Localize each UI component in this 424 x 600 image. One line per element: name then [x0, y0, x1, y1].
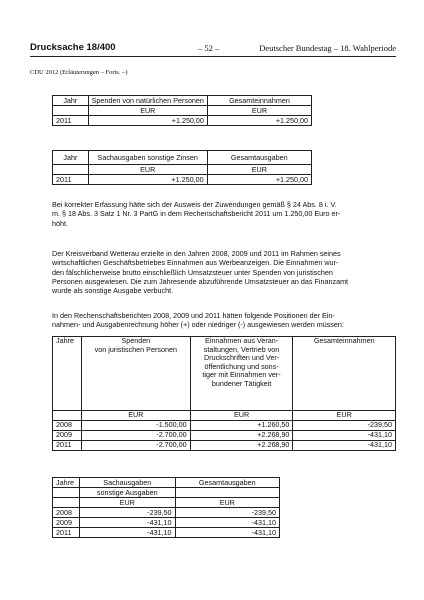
unit-cell: EUR — [190, 411, 293, 421]
cell-value: +1.260,50 — [190, 421, 293, 431]
table-unit-row — [53, 165, 312, 175]
cell-value: -239,50 — [293, 421, 396, 431]
table-row — [53, 528, 280, 538]
cell-value: -2.700,00 — [81, 431, 190, 441]
cell-value: +2.268,90 — [190, 441, 293, 451]
unit-cell — [53, 106, 89, 116]
cell-year: 2011 — [53, 441, 82, 451]
text-line: wurde als sonstige Ausgabe verbucht. — [52, 286, 174, 296]
cell-value: -431,10 — [175, 518, 279, 528]
table-header-row — [53, 151, 312, 165]
header-text: Einnahmen aus Veran- — [204, 336, 279, 345]
table-row — [53, 441, 396, 451]
unit-cell: EUR — [175, 498, 279, 508]
cell-value: -1.500,00 — [81, 421, 190, 431]
cell-year: 2008 — [53, 421, 82, 431]
cell-value: +1.250,00 — [207, 175, 311, 185]
table-header-row — [53, 337, 396, 411]
col-header-gesamtausgaben: Gesamtausgaben — [175, 478, 279, 488]
cell-value: -431,10 — [175, 528, 279, 538]
section-subheader: CDU 2012 (Erläuterungen – Forts. –) — [30, 69, 128, 76]
col-header-gesamtausgaben: Gesamtausgaben — [207, 151, 311, 165]
unit-cell: EUR — [207, 106, 311, 116]
paragraph-kreisverband-wetterau — [52, 249, 396, 295]
table-header-row — [53, 96, 312, 106]
cell-value: +1.250,00 — [88, 175, 207, 185]
cell-value: -431,10 — [293, 431, 396, 441]
table-row — [53, 518, 280, 528]
unit-cell — [53, 498, 80, 508]
unit-cell: EUR — [88, 106, 207, 116]
page-number: – 52 – — [198, 43, 220, 53]
table-sachausgaben-zinsen — [52, 150, 312, 185]
cell-year: 2011 — [53, 116, 89, 126]
text-line: Personen ausgewiesen. Die zum Jahresende abzuführende Umsatzsteuer an das Finanzamt — [52, 276, 349, 286]
unit-cell: EUR — [293, 411, 396, 421]
header-text: öffentlichung und sons- — [204, 361, 279, 371]
col-header-sachausgaben: Sachausgaben — [79, 478, 175, 488]
unit-cell: EUR — [207, 165, 311, 175]
text-line: wirtschaftlichen Geschäftsbetriebes Einnahmen aus Werbeanzeigen. Die Einnahmen wur- — [52, 258, 339, 268]
cell-year: 2009 — [53, 518, 80, 528]
table-row — [53, 431, 396, 441]
col-header-spenden-juristische — [81, 337, 190, 411]
empty-cell — [175, 488, 279, 498]
text-line: Der Kreisverband Wetterau erzielte in den Jahren 2008, 2009 und 2011 im Rahmen seines — [52, 249, 341, 258]
table-row — [53, 421, 396, 431]
table-unit-row — [53, 411, 396, 421]
drucksache-number: 400 — [99, 42, 116, 53]
unit-cell: EUR — [81, 411, 190, 421]
drucksache-label — [30, 42, 116, 53]
cell-value: +2.268,90 — [190, 431, 293, 441]
text-line: den fälschlicherweise brutto einschließlich Umsatzsteuer unter Spenden von juristischen — [52, 267, 333, 277]
table-einnahmen-korrekturen — [52, 336, 396, 451]
header-text: von juristischen Personen — [94, 344, 177, 354]
col-header-einnahmen-veranstaltungen — [190, 337, 293, 411]
header-text: bundener Tätigkeit — [211, 378, 272, 388]
text-line: Bei korrekter Erfassung hätte sich der Ausweis der Zuwendungen gemäß § 24 Abs. 8 i. V. — [52, 200, 337, 209]
table-header-row — [53, 478, 280, 488]
cell-year: 2011 — [53, 528, 80, 538]
unit-cell: EUR — [88, 165, 207, 175]
unit-cell — [53, 165, 89, 175]
col-header-spenden: Spenden von natürlichen Personen — [88, 96, 207, 106]
cell-value: -431,10 — [79, 518, 175, 528]
col-header-jahr: Jahr — [53, 151, 89, 165]
table-sachausgaben-sonstige — [52, 477, 280, 538]
cell-value: -431,10 — [293, 441, 396, 451]
text-line: m. § 18 Abs. 3 Satz 1 Nr. 3 PartG in dem Rechenschaftsbericht 2011 um 1.250,00 Euro er- — [52, 209, 341, 219]
col-header-jahre: Jahre — [53, 478, 80, 488]
col-header-jahre — [53, 337, 82, 411]
header-text: Spenden — [121, 336, 151, 345]
cell-value: -431,10 — [79, 528, 175, 538]
header-right-text: Deutscher Bundestag – 18. Wahlperiode — [259, 43, 396, 53]
col-header-jahr: Jahr — [53, 96, 89, 106]
table-unit-row — [53, 106, 312, 116]
cell-value: -239,50 — [175, 508, 279, 518]
table-row — [53, 508, 280, 518]
text-line: In den Rechenschaftsberichten 2008, 2009 und 2011 hätten folgende Positionen der Ein- — [52, 311, 335, 320]
text-line: höht. — [52, 218, 68, 228]
header-text: staltungen, Vertrieb von — [203, 344, 280, 354]
cell-value: -2.700,00 — [81, 441, 190, 451]
drucksache-prefix: Drucksache 18/ — [30, 42, 100, 53]
col-header-gesamteinnahmen: Gesamteinnahmen — [207, 96, 311, 106]
paragraph-rechenschaftsberichte — [52, 311, 396, 330]
text-line: nahmen- und Ausgabenrechnung höher (+) oder niedriger (-) ausgewiesen werden müssen: — [52, 320, 344, 330]
col-header-sachausgaben: Sachausgaben sonstige Zinsen — [88, 151, 207, 165]
table-spenden-natuerliche-personen — [52, 95, 312, 126]
col-subheader-sonstige-ausgaben: sonstige Ausgaben — [79, 488, 175, 498]
page-header — [30, 42, 396, 56]
paragraph-korrekte-erfassung — [52, 200, 396, 228]
col-header-gesamteinnahmen — [293, 337, 396, 411]
header-text: Gesamteinnahmen — [313, 336, 375, 345]
table-row — [53, 116, 312, 126]
cell-year: 2011 — [53, 175, 89, 185]
header-text: tiger mit Einnahmen ver- — [202, 370, 281, 380]
header-rule — [30, 56, 396, 57]
table-row — [53, 175, 312, 185]
unit-cell: EUR — [79, 498, 175, 508]
table-subheader-row — [53, 488, 280, 498]
cell-year: 2008 — [53, 508, 80, 518]
empty-cell — [53, 488, 80, 498]
table-unit-row — [53, 498, 280, 508]
cell-value: +1.250,00 — [88, 116, 207, 126]
cell-value: +1.250,00 — [207, 116, 311, 126]
cell-value: -239,50 — [79, 508, 175, 518]
header-text: Druckschriften und Ver- — [204, 353, 280, 363]
header-text: Jahre — [56, 336, 74, 345]
cell-year: 2009 — [53, 431, 82, 441]
unit-cell — [53, 411, 82, 421]
